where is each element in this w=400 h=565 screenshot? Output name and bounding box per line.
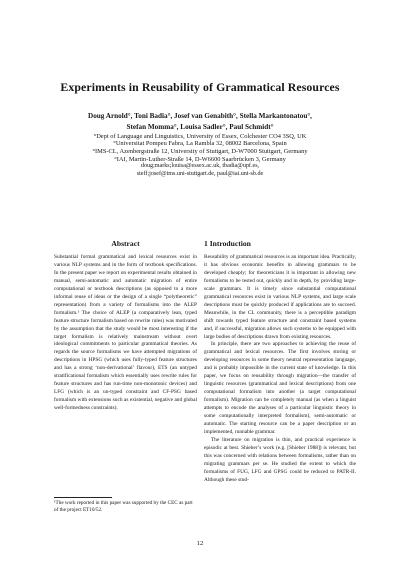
affiliation: °IMS-CL, Azenbergstraße 12, University of Stuttgart, D-W7000 Stuttgart, Germany [92, 148, 308, 155]
email-line: steff;josef@ims.uni-stuttgart.de, paul@iai.uni-sb.de [136, 171, 264, 177]
abstract-heading: Abstract [111, 239, 140, 248]
footnote: ¹The work reported in this paper was supported by the CEC as part of the project ET10/52. [54, 500, 193, 513]
email-line: doug;marks;louisa@essex.ac.uk, tbadia@upf.es, [140, 163, 260, 170]
affiliation: °IAI, Martin-Luther-Straße 14, D-W6600 Saarbrücken 3, Germany [114, 155, 286, 163]
introduction-heading: 1 Introduction [204, 239, 251, 248]
introduction-paragraph: The literature on migration is thin, and practical experience is episodic at best. Shieber’s work (e.g. [Shieber 1988]) is relevant, but this was concerned with relations between formalisms, rather than on migrating grammars per se. He studied the extent to which the formalisms of FUG, LFG and GPSG could be reduced to PATR-II. Although these stud- [204, 436, 356, 483]
introduction-section [204, 239, 356, 485]
author-block [20, 111, 380, 179]
paper-title: Experiments in Reusability of Grammatical Resources [60, 80, 340, 94]
page-number: 12 [196, 540, 204, 547]
affiliation: °Dept of Language and Linguistics, University of Essex, Colchester CO4 3SQ, UK [93, 132, 307, 140]
introduction-paragraph: Reusability of grammatical resources is an important idea. Practically, it has obvious economic benefits in allowing grammars to be developed cheaply; for theoreticians it is important in allowing new formalisms to be tested out, quickly and in depth, by providing large-scale grammars. It is timely since substantial computational grammatical resources exist in various NLP systems, and large scale descriptions must be quickly produced if applications are to succeed. Meanwhile, in the CL community, there is a perceptible paradigm shift towards typed feature structure and constraint based systems and, if successful, migration allows such systems to be equipped with large bodies of descriptions drawn from existing resources. [204, 254, 356, 340]
affiliation: °Universitat Pompeu Fabra, La Rambla 32, 08002 Barcelona, Spain [113, 140, 287, 148]
abstract-section [54, 239, 197, 413]
author-line: Stefan Momma°, Louisa Sadler°, Paul Schmidt° [126, 122, 274, 131]
footnote-rule [54, 497, 112, 498]
introduction-paragraph: In principle, there are two approaches to achieving the reuse of grammatical and lexical resources. The first involves storing or developing resources in some theory neutral representation language, and is probably impossible in the current state of knowledge. In this paper, we focus on reusability through migration—the transfer of linguistic resources (grammatical and lexical descriptions) from one computational formalism into another (a target computational formalism). Migration can be completely manual (as when a linguist attempts to encode the analyses of a particular linguistic theory in some computationally interpreted formalism), semi-automatic or automatic. The starting resource can be a paper description or an implemented, runnable grammar. [204, 341, 356, 435]
author-line: Doug Arnold°, Toni Badia°, Josef van Genabith°, Stella Markantonatou°, [88, 112, 312, 120]
abstract-text: Substantial formal grammatical and lexical resources exist in various NLP systems and in the form of textbook specifications. In the present paper we report on experimental results obtained in manual, semi-automatic and automatic migration of entire computational or textbook descriptions (as opposed to a more informal reuse of ideas or the design of a single “polytheoretic” representation) from a variety of formalisms into the ALEP formalism.¹ The choice of ALEP (a comparatively lean, typed feature structure formalism based on rewrite rules) was motivated by the assumption that the study would be most interesting if the target formalism is relatively mainstream without overt ideological commitments to particular grammatical theories. As regards the source formalisms we have attempted migrations of descriptions in HPSG (which uses fully-typed feature structures and has a strong ‘non-derivational’ flavour), ETS (an untyped stratificational formalism which essentially uses rewrite rules for feature structures and has run-time non-monotonic devices) and LFG (which is an un-typed constraint and CF-PSG based formalism with extensions such as existential, negative and global well-formedness constraints). [54, 254, 197, 412]
